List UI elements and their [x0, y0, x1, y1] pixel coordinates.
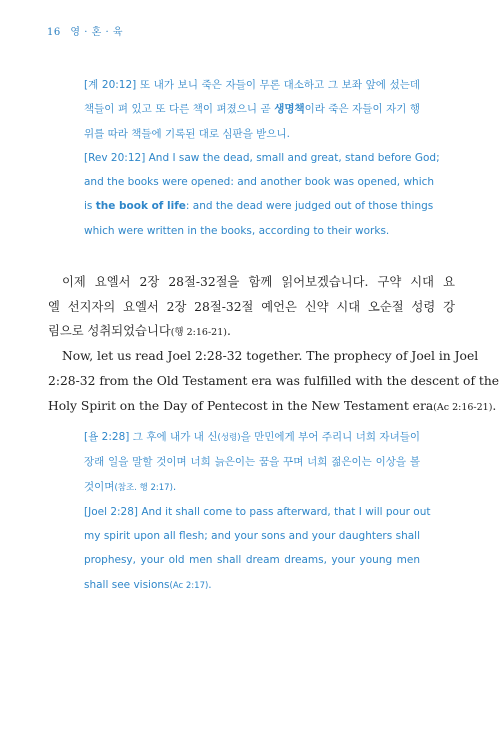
- running-header: [47, 23, 123, 38]
- body-paragraph-korean: [48, 270, 455, 346]
- body-paragraph-english: [48, 344, 500, 420]
- body-line: Now, let us read Joel 2:28-32 together. The prophecy of Joel in Joel: [62, 349, 479, 363]
- quote-line: 위를 따라 책들에 기록된 대로 심판을 받으니.: [84, 127, 290, 140]
- body-text: .: [492, 399, 497, 413]
- quote-text: [욜 2:28] 그 후에 내가 내 신: [84, 431, 218, 443]
- book-title: 영 · 혼 · 육: [70, 27, 123, 38]
- quote-line: my spirit upon all flesh; and your sons and your daughters shall: [84, 530, 420, 543]
- quote-text: 을 만민에게 부어 주리니 너희 자녀들이: [240, 431, 420, 443]
- quote-line: [84, 475, 420, 500]
- quote-text: .: [172, 480, 177, 493]
- verse-reference: (참조. 행 2:17): [114, 482, 173, 493]
- quote-line: and the books were opened: and another book was opened, which: [84, 176, 435, 189]
- quote-text: is: [84, 200, 96, 213]
- body-line: 2:28-32 from the Old Testament era was fulfilled with the descent of the: [48, 374, 500, 388]
- body-line: [48, 319, 455, 346]
- body-line: 엘 선지자의 요엘서 2장 28절-32절 예언은 신약 시대 오순절 성령 강: [48, 299, 456, 314]
- body-text: .: [226, 324, 231, 339]
- quote-line: [84, 425, 420, 450]
- quote-line: [84, 573, 420, 598]
- body-line: 이제 요엘서 2장 28절-32절을 함께 읽어보겠습니다. 구약 시대 요: [62, 275, 455, 289]
- quote-line: which were written in the books, according to their works.: [84, 224, 390, 237]
- body-text: 림으로 성취되었습니다: [48, 324, 171, 339]
- quote-text: 이라 죽은 자들이 자기 행: [304, 103, 420, 116]
- quote-line: 장래 일을 말할 것이며 너희 늙은이는 꿈을 꾸며 너희 젊은이는 이상을 볼: [84, 456, 420, 469]
- body-text: Holy Spirit on the Day of Pentecost in the New Testament era: [48, 399, 434, 413]
- quote-text: : and the dead were judged out of those things: [185, 200, 434, 213]
- quote-line: [Rev 20:12] And I saw the dead, small and great, stand before God;: [84, 151, 440, 164]
- body-line: [48, 394, 497, 420]
- quote-line: [84, 97, 420, 121]
- quote-line: prophesy, your old men shall dream dreams, your young men: [84, 554, 420, 567]
- highlight-book-of-life-en: the book of life: [95, 200, 186, 213]
- quote-text: 것이며: [84, 480, 115, 493]
- verse-reference: (Ac 2:16-21): [433, 402, 493, 413]
- quote-text: 책들이 펴 있고 또 다른 책이 펴졌으니 곧: [84, 103, 275, 116]
- scripture-quote-joel-2-28: [84, 425, 431, 598]
- quote-line: [84, 194, 434, 218]
- verse-reference: (Ac 2:17): [169, 580, 209, 591]
- parenthetical-note: (성령): [217, 433, 241, 443]
- quote-text: shall see visions: [84, 578, 170, 591]
- page-number: 16: [47, 27, 61, 38]
- quote-line: [Joel 2:28] And it shall come to pass afterward, that I will pour out: [84, 505, 431, 518]
- quote-text: .: [208, 578, 212, 591]
- scripture-quote-rev-20-12: [84, 73, 440, 243]
- highlight-book-of-life-ko: 생명책: [274, 103, 305, 116]
- quote-line: [계 20:12] 또 내가 보니 죽은 자들이 무론 대소하고 그 보좌 앞에 섰는데: [84, 79, 420, 91]
- verse-reference: (행 2:16-21): [170, 327, 227, 339]
